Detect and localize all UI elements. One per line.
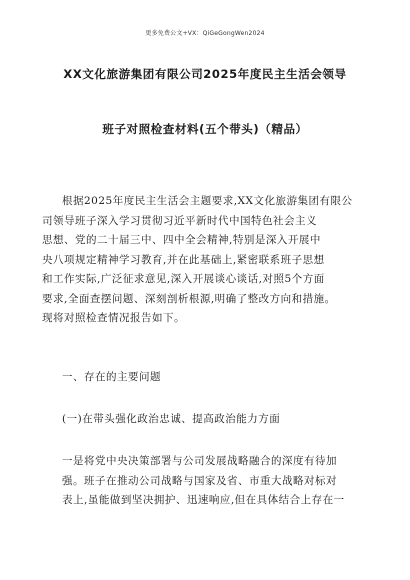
- paragraph-line: 强。班子在推动公司战略与国家及省、市重大战略对标对: [62, 474, 337, 487]
- paragraph-line: 表上,虽能做到坚决拥护、迅速响应,但在具体结合上存在一: [62, 494, 345, 506]
- paragraph-line: 和工作实际,广泛征求意见,深入开展谈心谈话,对照5个方面: [42, 273, 325, 285]
- subsection-heading: (一)在带头强化政治忠诚、提高政治能力方面: [62, 413, 281, 425]
- document-title-line-1: XX文化旅游集团有限公司2025年度民主生活会领导: [63, 67, 347, 81]
- paragraph-line: 央八项规定精神学习教育,并在此基础上,紧密联系班子思想: [42, 253, 325, 266]
- paragraph-line: 司领导班子深入学习贯彻习近平新时代中国特色社会主义: [42, 214, 317, 227]
- paragraph-line: 一是将党中央决策部署与公司发展战略融合的深度有待加: [62, 455, 337, 467]
- header-note: 更多免费公文+VX：QiGeGongWen2024: [145, 30, 265, 37]
- paragraph-line: 思想、党的二十届三中、四中全会精神,特别是深入开展中: [42, 234, 321, 246]
- paragraph-line: 要求,全面查摆问题、深刻剖析根源,明确了整改方向和措施。: [42, 292, 336, 305]
- paragraph-line: 现将对照检查情况报告如下。: [42, 312, 185, 324]
- body-paragraph: [62, 452, 345, 511]
- intro-paragraph: [42, 192, 353, 329]
- section-heading: 一、存在的主要问题: [62, 371, 161, 383]
- paragraph-line: 根据2025年度民主生活会主题要求,XX文化旅游集团有限公: [62, 195, 353, 207]
- document-title-line-2: 班子对照检查材料(五个带头)（精品）: [102, 122, 308, 136]
